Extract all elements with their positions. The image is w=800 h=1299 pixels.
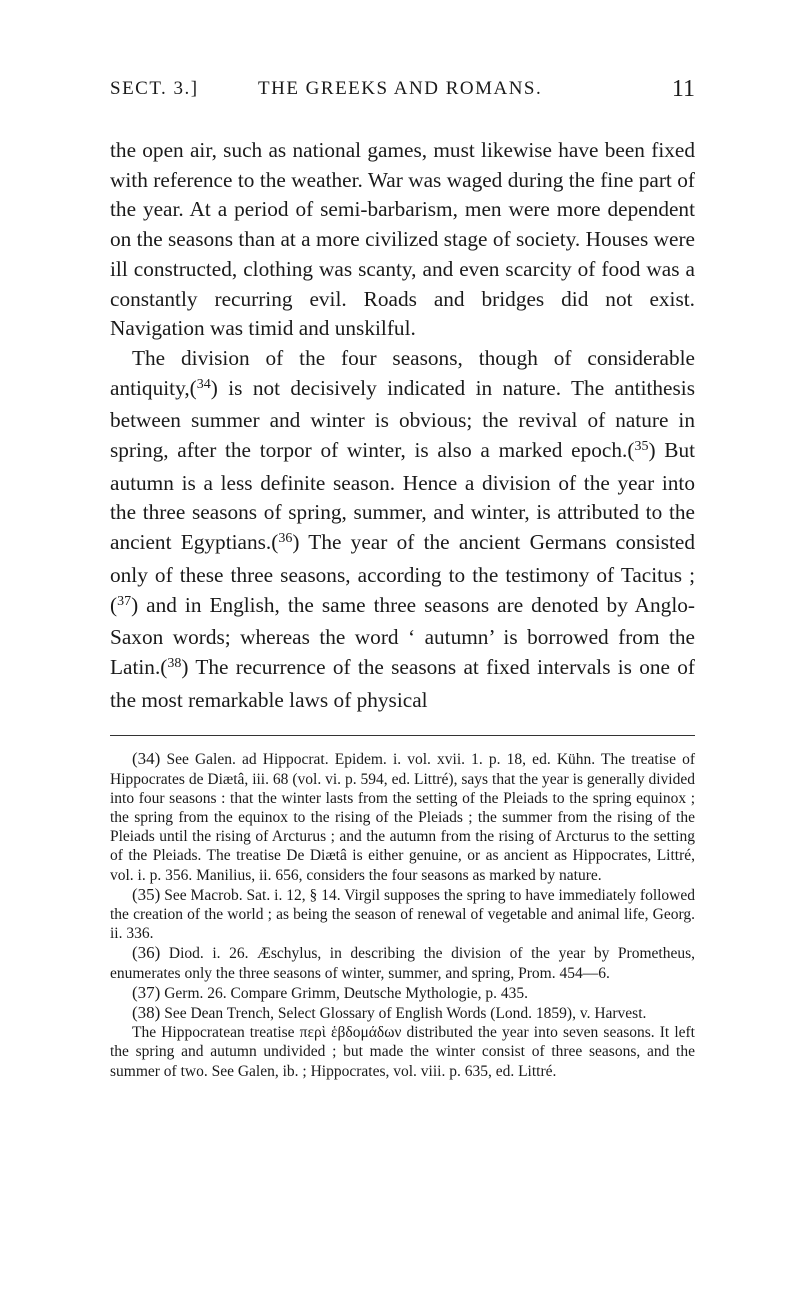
running-head [110,78,695,106]
footnote-36-label: (36) [132,943,161,963]
footnote-35-text: See Macrob. Sat. i. 12, § 14. Virgil supposes the spring to have immediately followed the creation of the world ; as being the season of renewal of vegetable and animal life, Georg. ii. 336. [110,886,696,943]
footnotes [110,749,695,1080]
footnote-34-label: (34) [132,749,161,769]
paragraph-1-text: the open air, such as national games, must likewise have been fixed with reference to the weather. War was waged during the fine part of the year. At a period of semi-barbarism, men were more dependent on the seasons than at a more civilized stage of society. Houses were ill constructed, clothing was scanty, and even scarcity of food was a constantly recurring evil. Roads and bridges did not exist. Navigation was timid and unskilful. [110,138,695,341]
footnote-38 [110,1003,695,1023]
paragraph-1 [110,136,695,344]
footnote-ref-35[interactable]: 35 [634,439,649,455]
paragraph-2-text-f: ) The recurrence of the seasons at fixed intervals is one of the most remarkable laws of physical [110,654,695,712]
footnote-divider [110,735,695,736]
main-text [110,136,695,715]
paragraph-2-text-d: ) The year of the ancient Germans consisted only of these three seasons, according to the testimony of Tacitus ;( [110,530,695,617]
book-page [110,78,695,1081]
running-title: THE GREEKS AND ROMANS. [258,78,543,99]
page-number: 11 [671,76,695,102]
paragraph-2-text-a: The division of the four seasons, though of considerable antiquity,( [110,345,695,400]
footnote-ref-37[interactable]: 37 [117,593,132,609]
footnote-37 [110,983,695,1003]
footnote-35-label: (35) [132,884,161,904]
footnote-38-text: See Dean Trench, Select Glossary of English Words (Lond. 1859), v. Harvest. [164,1005,647,1022]
footnote-ref-38[interactable]: 38 [167,655,182,671]
footnote-34 [110,749,695,884]
footnote-continuation [110,1023,695,1081]
footnote-37-text: Germ. 26. Compare Grimm, Deutsche Mythologie, p. 435. [164,984,528,1002]
footnote-continuation-text: The Hippocratean treatise περὶ ἑβδομάδων distributed the year into seven seasons. It left the spring and autumn undivided ; but made the winter consist of three seasons, and the summer of two. See Galen, ib. ; Hippocrates, vol. viii. p. 635, ed. Littré. [110,1024,695,1080]
paragraph-2 [110,344,695,715]
footnote-36-text: Diod. i. 26. Æschylus, in describing the division of the year by Prometheus, enumerates only the three seasons of winter, summer, and spring, Prom. 454—6. [110,945,695,982]
footnote-ref-34[interactable]: 34 [196,376,211,392]
footnote-35 [110,885,695,944]
footnote-ref-36[interactable]: 36 [278,531,293,547]
paragraph-2-text-b: ) is not decisively indicated in nature. The antithesis between summer and winter is obvious; the revival of nature in spring, after the torpor of winter, is also a marked epoch.( [110,375,695,463]
footnote-38-label: (38) [132,1003,161,1022]
footnote-37-label: (37) [132,982,161,1002]
footnote-34-text: See Galen. ad Hippocrat. Epidem. i. vol. xvii. 1. p. 18, ed. Kühn. The treatise of Hippocrates de Diætâ, iii. 68 (vol. vi. p. 594, ed. Littré), says that the year is generally divided into four seasons : that the winter lasts from the setting of the Pleiads to the spring equinox ; the spring from the equinox to the rising of the Pleiads ; the summer from the rising of the Pleiads until the rising of Arcturus ; and the autumn from the rising of Arcturus to the setting of the Pleiads. The treatise De Diætâ is either genuine, or as ancient as Hippocrates, Littré, vol. i. p. 356. Manilius, ii. 656, considers the four seasons as marked by nature. [110,751,695,884]
paragraph-2-text-c: ) But autumn is a less definite season. Hence a division of the year into the three seasons of spring, summer, and winter, is attributed to the ancient Egyptians.( [110,438,696,555]
section-label: SECT. 3.] [110,78,199,99]
footnote-36 [110,943,695,982]
paragraph-2-text-e: ) and in English, the same three seasons are denoted by Anglo-Saxon words; whereas the word ‘ autumn’ is borrowed from the Latin.( [110,592,695,679]
